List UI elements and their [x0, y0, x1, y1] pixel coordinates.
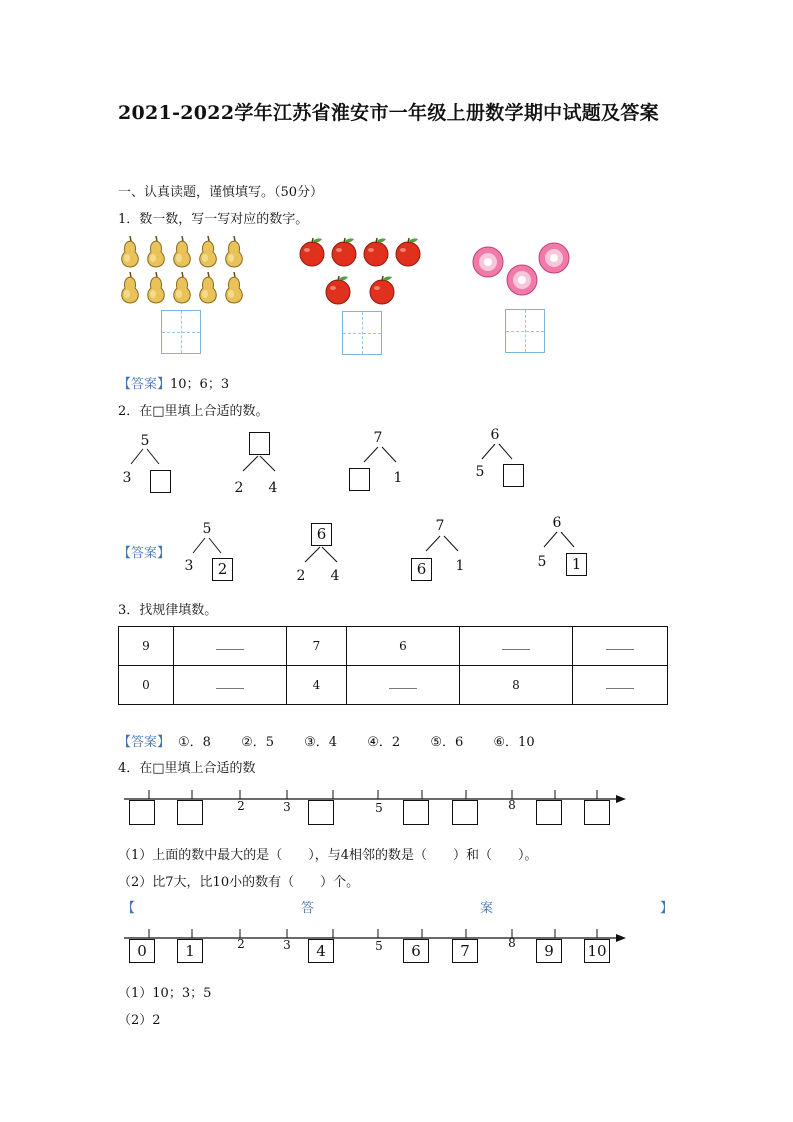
- number-line-box[interactable]: [129, 800, 155, 825]
- answer-char-2: 案: [480, 901, 494, 916]
- answer-bracket-right: 】: [660, 901, 674, 916]
- q1-answer-value: 10；6；3: [170, 377, 230, 392]
- q1-answer: [118, 373, 229, 392]
- atree1-branches: [192, 537, 222, 555]
- page-title: 2021-2022学年江苏省淮安市一年级上册数学期中试题及答案: [118, 102, 659, 124]
- answer-bracket-left: 【: [122, 901, 136, 916]
- table-row: [119, 666, 668, 705]
- q2-text: 2．在□里填上合适的数。: [118, 404, 269, 419]
- tree2-branches: [241, 455, 277, 473]
- tree1-top: 5: [140, 433, 150, 449]
- table-cell: 6: [347, 627, 460, 666]
- atree4-left: 5: [537, 554, 547, 570]
- q2-answer-trees: [180, 515, 600, 588]
- number-line-box[interactable]: [584, 800, 610, 825]
- number-line-box[interactable]: [452, 800, 478, 825]
- table-cell: 0: [119, 666, 174, 705]
- table-cell: 9: [119, 627, 174, 666]
- atree1-top: 5: [202, 521, 212, 537]
- answer-grid-box-2[interactable]: [342, 311, 382, 355]
- atree4-top: 6: [552, 515, 562, 531]
- tick-label: 5: [375, 801, 383, 815]
- tree3-left-box[interactable]: [349, 468, 370, 491]
- answer-tag: 【答案】: [118, 735, 171, 750]
- tree4-top: 6: [490, 427, 500, 443]
- q3-answer-2: ②．5: [241, 735, 275, 750]
- answer-grid-box-1[interactable]: [161, 310, 201, 354]
- q4-answer-1: （1）10；3；5: [118, 986, 212, 1001]
- answer-grid-box-3[interactable]: [505, 309, 545, 353]
- candies-image: [472, 242, 576, 298]
- atree2-left: 2: [296, 568, 306, 584]
- atree3-right: 1: [455, 558, 465, 574]
- table-cell-blank[interactable]: [460, 627, 573, 666]
- answer-tag: 【答案】: [118, 377, 171, 392]
- q4-sub1: （1）上面的数中最大的是（ ），与4相邻的数是（ ）和（ ）。: [118, 848, 538, 863]
- number-line-box[interactable]: [536, 800, 562, 825]
- tree3-top: 7: [373, 430, 383, 446]
- table-cell-blank[interactable]: [573, 627, 668, 666]
- table-cell: 8: [460, 666, 573, 705]
- q3-answer-1: ①．8: [178, 735, 211, 750]
- q3-answer-3: ③．4: [304, 735, 338, 750]
- q1-text: 1．数一数，写一写对应的数字。: [118, 212, 309, 227]
- number-line-box[interactable]: [177, 800, 203, 825]
- tree4-branches: [480, 443, 514, 461]
- answer-box: 4: [308, 939, 334, 963]
- q2-answer-tag: [118, 542, 170, 561]
- atree1-left: 3: [184, 558, 194, 574]
- q4-answer-2: （2）2: [118, 1013, 161, 1028]
- q2-trees: [118, 427, 558, 500]
- q4-sub2: （2）比7大，比10小的数有（ ）个。: [118, 875, 360, 890]
- tick-label: 3: [283, 938, 291, 952]
- tree2-right: 4: [268, 480, 278, 496]
- atree4-branches: [542, 531, 576, 549]
- section-heading: 一、认真读题，谨慎填写。（50分）: [118, 185, 324, 200]
- atree2-right: 4: [330, 568, 340, 584]
- table-row: [119, 627, 668, 666]
- answer-box: 0: [129, 939, 155, 963]
- q3-answer-6: ⑥．10: [493, 735, 535, 750]
- table-cell: 4: [287, 666, 347, 705]
- tree2-top-box[interactable]: [249, 432, 270, 455]
- tree3-right: 1: [393, 470, 403, 486]
- answer-box: 1: [177, 939, 203, 963]
- atree1-right-box: 2: [212, 558, 233, 581]
- atree3-branches: [424, 535, 460, 553]
- q3-text: 3．找规律填数。: [118, 603, 218, 618]
- tree1-left: 3: [122, 470, 132, 486]
- table-cell-blank[interactable]: [174, 627, 287, 666]
- number-line-answer: [122, 925, 632, 969]
- q3-answer-tag: [118, 731, 170, 750]
- tree1-branches: [130, 448, 160, 466]
- number-line-box[interactable]: [403, 800, 429, 825]
- sequence-table: [118, 626, 668, 705]
- tick-label: 5: [375, 939, 383, 953]
- pears-image: [118, 234, 250, 306]
- answer-box: 9: [536, 939, 562, 963]
- tree2-left: 2: [234, 480, 244, 496]
- table-cell-blank[interactable]: [573, 666, 668, 705]
- answer-tag: 【答案】: [118, 546, 171, 561]
- answer-char-1: 答: [301, 901, 315, 916]
- tree3-branches: [362, 446, 398, 464]
- apples-image: [298, 236, 428, 306]
- answer-box: 10: [584, 939, 610, 963]
- tree4-right-box[interactable]: [503, 464, 524, 487]
- atree3-top: 7: [435, 518, 445, 534]
- table-cell-blank[interactable]: [174, 666, 287, 705]
- tick-label: 2: [237, 799, 245, 813]
- atree4-right-box: 1: [566, 553, 587, 576]
- atree3-left-box: 6: [411, 558, 432, 581]
- atree2-top-box: 6: [311, 523, 332, 546]
- tick-label: 8: [508, 936, 516, 950]
- q4-text: 4．在□里填上合适的数: [118, 761, 256, 776]
- table-cell-blank[interactable]: [347, 666, 460, 705]
- atree2-branches: [303, 546, 339, 564]
- number-line-box[interactable]: [308, 800, 334, 825]
- number-line-question: [122, 786, 632, 830]
- q3-answer-5: ⑤．6: [430, 735, 464, 750]
- tick-label: 2: [237, 937, 245, 951]
- q3-answers: [178, 731, 561, 750]
- tick-label: 3: [283, 800, 291, 814]
- tick-label: 8: [508, 798, 516, 812]
- tree4-left: 5: [475, 464, 485, 480]
- table-cell: 7: [287, 627, 347, 666]
- tree1-right-box[interactable]: [150, 470, 171, 493]
- answer-box: 6: [403, 939, 429, 963]
- answer-box: 7: [452, 939, 478, 963]
- q3-answer-4: ④．2: [367, 735, 401, 750]
